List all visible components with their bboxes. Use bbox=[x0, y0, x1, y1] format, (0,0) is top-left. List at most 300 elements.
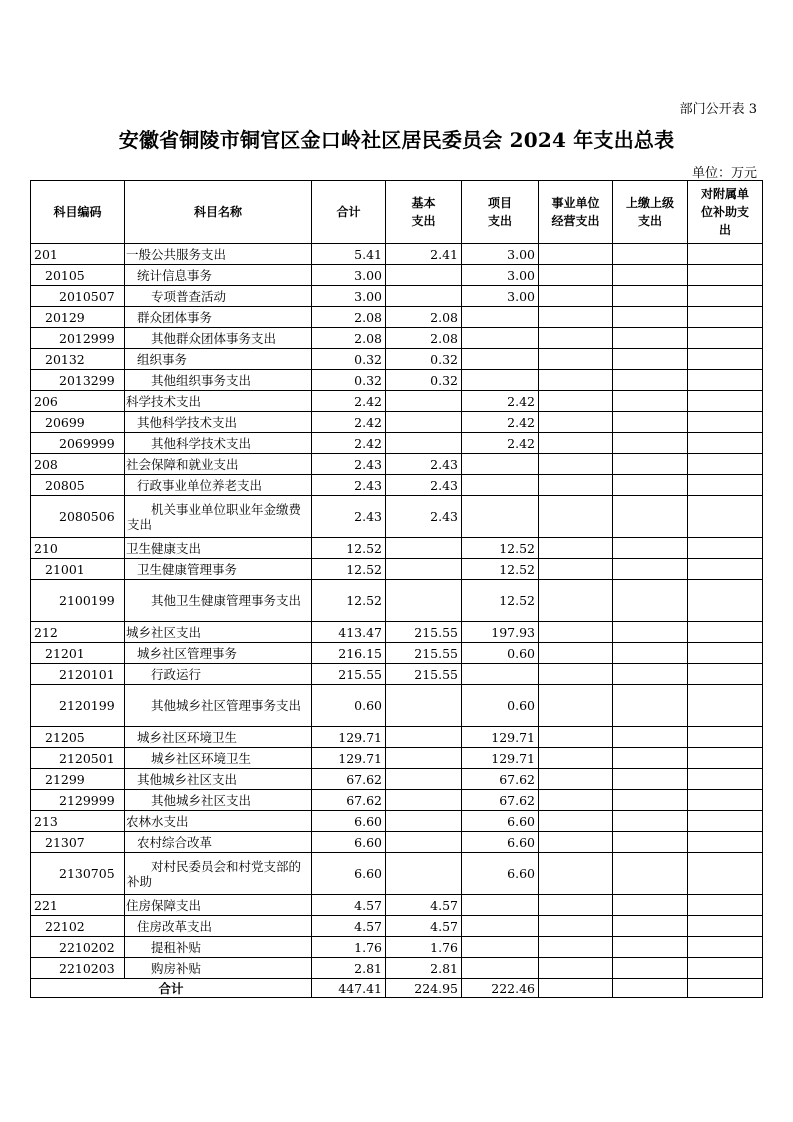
table-number: 部门公开表 3 bbox=[679, 102, 757, 117]
cell-basic bbox=[386, 748, 462, 769]
cell-project: 12.52 bbox=[462, 559, 539, 580]
table-row bbox=[31, 853, 763, 895]
table-row bbox=[31, 538, 763, 559]
total-business bbox=[539, 979, 613, 998]
cell-project bbox=[462, 937, 539, 958]
table-row bbox=[31, 328, 763, 349]
table-row bbox=[31, 370, 763, 391]
table-row bbox=[31, 307, 763, 328]
cell-upper bbox=[613, 286, 688, 307]
cell-code: 2100199 bbox=[31, 580, 125, 622]
cell-name: 城乡社区环境卫生 bbox=[125, 748, 312, 769]
cell-name: 农林水支出 bbox=[125, 811, 312, 832]
table-row bbox=[31, 391, 763, 412]
cell-subsidy bbox=[688, 643, 763, 664]
cell-code: 2120199 bbox=[31, 685, 125, 727]
cell-total: 2.42 bbox=[312, 412, 386, 433]
cell-business bbox=[539, 370, 613, 391]
document-title: 安徽省铜陵市铜官区金口岭社区居民委员会 2024 年支出总表 bbox=[118, 128, 675, 152]
cell-name: 城乡社区环境卫生 bbox=[125, 727, 312, 748]
table-row bbox=[31, 811, 763, 832]
cell-total: 6.60 bbox=[312, 832, 386, 853]
cell-name: 卫生健康支出 bbox=[125, 538, 312, 559]
table-row bbox=[31, 559, 763, 580]
cell-basic bbox=[386, 853, 462, 895]
cell-name: 其他城乡社区支出 bbox=[125, 769, 312, 790]
cell-upper bbox=[613, 853, 688, 895]
cell-name: 其他城乡社区支出 bbox=[125, 790, 312, 811]
cell-upper bbox=[613, 349, 688, 370]
total-basic: 224.95 bbox=[386, 979, 462, 998]
cell-code: 20805 bbox=[31, 475, 125, 496]
table-row bbox=[31, 349, 763, 370]
table-row bbox=[31, 958, 763, 979]
cell-code: 2012999 bbox=[31, 328, 125, 349]
cell-business bbox=[539, 937, 613, 958]
cell-basic: 0.32 bbox=[386, 349, 462, 370]
cell-basic: 1.76 bbox=[386, 937, 462, 958]
cell-subsidy bbox=[688, 685, 763, 727]
cell-code: 210 bbox=[31, 538, 125, 559]
cell-code: 20132 bbox=[31, 349, 125, 370]
cell-project: 3.00 bbox=[462, 286, 539, 307]
cell-code: 21201 bbox=[31, 643, 125, 664]
cell-total: 129.71 bbox=[312, 727, 386, 748]
cell-code: 2080506 bbox=[31, 496, 125, 538]
cell-business bbox=[539, 349, 613, 370]
cell-project bbox=[462, 370, 539, 391]
cell-code: 2013299 bbox=[31, 370, 125, 391]
cell-code: 206 bbox=[31, 391, 125, 412]
cell-basic: 2.41 bbox=[386, 244, 462, 265]
cell-code: 2130705 bbox=[31, 853, 125, 895]
cell-basic: 0.32 bbox=[386, 370, 462, 391]
cell-name: 组织事务 bbox=[125, 349, 312, 370]
table-row bbox=[31, 475, 763, 496]
cell-name: 其他城乡社区管理事务支出 bbox=[125, 685, 312, 727]
table-row bbox=[31, 643, 763, 664]
cell-code: 2120501 bbox=[31, 748, 125, 769]
cell-basic: 2.08 bbox=[386, 328, 462, 349]
cell-business bbox=[539, 769, 613, 790]
cell-project bbox=[462, 475, 539, 496]
cell-total: 4.57 bbox=[312, 895, 386, 916]
cell-business bbox=[539, 748, 613, 769]
cell-project: 2.42 bbox=[462, 412, 539, 433]
cell-business bbox=[539, 496, 613, 538]
cell-upper bbox=[613, 475, 688, 496]
table-row bbox=[31, 685, 763, 727]
cell-name: 社会保障和就业支出 bbox=[125, 454, 312, 475]
cell-total: 4.57 bbox=[312, 916, 386, 937]
cell-name: 提租补贴 bbox=[125, 937, 312, 958]
table-row bbox=[31, 496, 763, 538]
cell-total: 6.60 bbox=[312, 853, 386, 895]
cell-subsidy bbox=[688, 916, 763, 937]
cell-subsidy bbox=[688, 664, 763, 685]
table-row bbox=[31, 790, 763, 811]
cell-business bbox=[539, 685, 613, 727]
cell-upper bbox=[613, 433, 688, 454]
cell-name: 其他组织事务支出 bbox=[125, 370, 312, 391]
cell-basic bbox=[386, 265, 462, 286]
cell-code: 22102 bbox=[31, 916, 125, 937]
cell-basic bbox=[386, 727, 462, 748]
cell-code: 213 bbox=[31, 811, 125, 832]
total-upper bbox=[613, 979, 688, 998]
cell-subsidy bbox=[688, 265, 763, 286]
cell-total: 12.52 bbox=[312, 538, 386, 559]
table-row bbox=[31, 664, 763, 685]
cell-project: 0.60 bbox=[462, 685, 539, 727]
cell-business bbox=[539, 643, 613, 664]
cell-upper bbox=[613, 370, 688, 391]
cell-upper bbox=[613, 748, 688, 769]
cell-basic: 2.43 bbox=[386, 496, 462, 538]
cell-basic: 2.43 bbox=[386, 475, 462, 496]
unit-label: 单位：万元 bbox=[691, 166, 757, 181]
cell-upper bbox=[613, 937, 688, 958]
cell-project: 3.00 bbox=[462, 265, 539, 286]
cell-total: 215.55 bbox=[312, 664, 386, 685]
cell-business bbox=[539, 853, 613, 895]
cell-basic bbox=[386, 832, 462, 853]
cell-upper bbox=[613, 580, 688, 622]
cell-project bbox=[462, 916, 539, 937]
cell-business bbox=[539, 286, 613, 307]
cell-code: 2129999 bbox=[31, 790, 125, 811]
total-subsidy bbox=[688, 979, 763, 998]
table-row bbox=[31, 622, 763, 643]
cell-business bbox=[539, 790, 613, 811]
cell-basic: 215.55 bbox=[386, 643, 462, 664]
cell-total: 2.43 bbox=[312, 496, 386, 538]
cell-subsidy bbox=[688, 748, 763, 769]
cell-subsidy bbox=[688, 937, 763, 958]
cell-project bbox=[462, 349, 539, 370]
cell-total: 3.00 bbox=[312, 286, 386, 307]
cell-business bbox=[539, 307, 613, 328]
cell-total: 2.43 bbox=[312, 475, 386, 496]
table-row bbox=[31, 454, 763, 475]
cell-name: 农村综合改革 bbox=[125, 832, 312, 853]
cell-basic bbox=[386, 286, 462, 307]
cell-name: 其他科学技术支出 bbox=[125, 412, 312, 433]
table-row bbox=[31, 244, 763, 265]
cell-name: 群众团体事务 bbox=[125, 307, 312, 328]
cell-name: 行政运行 bbox=[125, 664, 312, 685]
cell-total: 2.43 bbox=[312, 454, 386, 475]
cell-project: 6.60 bbox=[462, 853, 539, 895]
cell-total: 413.47 bbox=[312, 622, 386, 643]
header-business: 事业单位 经营支出 bbox=[539, 181, 613, 244]
cell-subsidy bbox=[688, 811, 763, 832]
cell-total: 12.52 bbox=[312, 559, 386, 580]
cell-name: 科学技术支出 bbox=[125, 391, 312, 412]
cell-project bbox=[462, 328, 539, 349]
cell-project: 129.71 bbox=[462, 748, 539, 769]
cell-business bbox=[539, 412, 613, 433]
cell-project: 12.52 bbox=[462, 538, 539, 559]
cell-code: 2069999 bbox=[31, 433, 125, 454]
cell-project: 0.60 bbox=[462, 643, 539, 664]
cell-project: 129.71 bbox=[462, 727, 539, 748]
cell-name: 住房改革支出 bbox=[125, 916, 312, 937]
table-row bbox=[31, 433, 763, 454]
cell-project: 2.42 bbox=[462, 391, 539, 412]
cell-business bbox=[539, 958, 613, 979]
cell-upper bbox=[613, 538, 688, 559]
cell-subsidy bbox=[688, 244, 763, 265]
cell-subsidy bbox=[688, 475, 763, 496]
cell-upper bbox=[613, 328, 688, 349]
cell-subsidy bbox=[688, 349, 763, 370]
cell-total: 6.60 bbox=[312, 811, 386, 832]
cell-subsidy bbox=[688, 391, 763, 412]
table-row bbox=[31, 895, 763, 916]
cell-subsidy bbox=[688, 370, 763, 391]
cell-total: 2.08 bbox=[312, 307, 386, 328]
cell-subsidy bbox=[688, 433, 763, 454]
cell-business bbox=[539, 664, 613, 685]
cell-subsidy bbox=[688, 622, 763, 643]
cell-total: 129.71 bbox=[312, 748, 386, 769]
table-body bbox=[31, 244, 763, 979]
cell-upper bbox=[613, 496, 688, 538]
cell-name: 住房保障支出 bbox=[125, 895, 312, 916]
cell-upper bbox=[613, 916, 688, 937]
cell-upper bbox=[613, 790, 688, 811]
header-subsidy: 对附属单 位补助支 出 bbox=[688, 181, 763, 244]
total-total: 447.41 bbox=[312, 979, 386, 998]
cell-name: 机关事业单位职业年金缴费支出 bbox=[125, 496, 312, 538]
cell-upper bbox=[613, 412, 688, 433]
cell-subsidy bbox=[688, 328, 763, 349]
cell-business bbox=[539, 244, 613, 265]
cell-project bbox=[462, 496, 539, 538]
cell-upper bbox=[613, 244, 688, 265]
cell-code: 201 bbox=[31, 244, 125, 265]
cell-total: 1.76 bbox=[312, 937, 386, 958]
cell-basic bbox=[386, 811, 462, 832]
cell-upper bbox=[613, 265, 688, 286]
header-name: 科目名称 bbox=[125, 181, 312, 244]
cell-name: 行政事业单位养老支出 bbox=[125, 475, 312, 496]
cell-subsidy bbox=[688, 790, 763, 811]
header-basic: 基本 支出 bbox=[386, 181, 462, 244]
cell-total: 0.32 bbox=[312, 349, 386, 370]
cell-project: 6.60 bbox=[462, 832, 539, 853]
cell-business bbox=[539, 580, 613, 622]
cell-code: 21307 bbox=[31, 832, 125, 853]
cell-project: 12.52 bbox=[462, 580, 539, 622]
cell-subsidy bbox=[688, 853, 763, 895]
total-project: 222.46 bbox=[462, 979, 539, 998]
cell-project bbox=[462, 895, 539, 916]
cell-project bbox=[462, 958, 539, 979]
total-label: 合计 bbox=[31, 979, 312, 998]
header-upper: 上缴上级 支出 bbox=[613, 181, 688, 244]
cell-business bbox=[539, 454, 613, 475]
cell-business bbox=[539, 895, 613, 916]
cell-upper bbox=[613, 391, 688, 412]
cell-project: 197.93 bbox=[462, 622, 539, 643]
cell-basic bbox=[386, 685, 462, 727]
cell-basic bbox=[386, 790, 462, 811]
cell-subsidy bbox=[688, 580, 763, 622]
cell-business bbox=[539, 475, 613, 496]
cell-project bbox=[462, 307, 539, 328]
cell-subsidy bbox=[688, 769, 763, 790]
cell-basic: 215.55 bbox=[386, 622, 462, 643]
cell-basic bbox=[386, 580, 462, 622]
cell-upper bbox=[613, 832, 688, 853]
cell-basic: 2.08 bbox=[386, 307, 462, 328]
cell-subsidy bbox=[688, 412, 763, 433]
cell-name: 购房补贴 bbox=[125, 958, 312, 979]
table-row bbox=[31, 832, 763, 853]
cell-name: 其他卫生健康管理事务支出 bbox=[125, 580, 312, 622]
cell-project bbox=[462, 454, 539, 475]
table-row bbox=[31, 412, 763, 433]
cell-code: 212 bbox=[31, 622, 125, 643]
cell-basic bbox=[386, 559, 462, 580]
cell-project: 3.00 bbox=[462, 244, 539, 265]
cell-basic bbox=[386, 433, 462, 454]
cell-code: 21001 bbox=[31, 559, 125, 580]
cell-project: 2.42 bbox=[462, 433, 539, 454]
cell-upper bbox=[613, 895, 688, 916]
cell-basic: 2.81 bbox=[386, 958, 462, 979]
cell-subsidy bbox=[688, 832, 763, 853]
cell-name: 统计信息事务 bbox=[125, 265, 312, 286]
cell-code: 208 bbox=[31, 454, 125, 475]
cell-upper bbox=[613, 958, 688, 979]
cell-total: 12.52 bbox=[312, 580, 386, 622]
table-row bbox=[31, 265, 763, 286]
cell-business bbox=[539, 727, 613, 748]
table-row bbox=[31, 286, 763, 307]
cell-code: 20129 bbox=[31, 307, 125, 328]
cell-subsidy bbox=[688, 559, 763, 580]
header-row bbox=[31, 181, 763, 244]
cell-total: 2.42 bbox=[312, 391, 386, 412]
cell-total: 2.08 bbox=[312, 328, 386, 349]
cell-upper bbox=[613, 685, 688, 727]
table-row bbox=[31, 727, 763, 748]
cell-basic bbox=[386, 538, 462, 559]
cell-name: 城乡社区支出 bbox=[125, 622, 312, 643]
cell-total: 0.32 bbox=[312, 370, 386, 391]
cell-project bbox=[462, 664, 539, 685]
cell-code: 2010507 bbox=[31, 286, 125, 307]
cell-basic bbox=[386, 412, 462, 433]
cell-code: 221 bbox=[31, 895, 125, 916]
cell-basic: 2.43 bbox=[386, 454, 462, 475]
cell-upper bbox=[613, 454, 688, 475]
cell-upper bbox=[613, 664, 688, 685]
cell-name: 对村民委员会和村党支部的补助 bbox=[125, 853, 312, 895]
cell-total: 67.62 bbox=[312, 769, 386, 790]
table-row bbox=[31, 769, 763, 790]
cell-basic: 4.57 bbox=[386, 895, 462, 916]
header-total: 合计 bbox=[312, 181, 386, 244]
cell-subsidy bbox=[688, 538, 763, 559]
cell-subsidy bbox=[688, 895, 763, 916]
cell-project: 6.60 bbox=[462, 811, 539, 832]
cell-code: 20699 bbox=[31, 412, 125, 433]
cell-code: 2210202 bbox=[31, 937, 125, 958]
cell-business bbox=[539, 265, 613, 286]
cell-subsidy bbox=[688, 454, 763, 475]
cell-code: 2210203 bbox=[31, 958, 125, 979]
cell-basic: 215.55 bbox=[386, 664, 462, 685]
cell-subsidy bbox=[688, 958, 763, 979]
cell-name: 卫生健康管理事务 bbox=[125, 559, 312, 580]
cell-business bbox=[539, 832, 613, 853]
table-row bbox=[31, 937, 763, 958]
cell-code: 20105 bbox=[31, 265, 125, 286]
table-row bbox=[31, 580, 763, 622]
cell-upper bbox=[613, 643, 688, 664]
cell-business bbox=[539, 433, 613, 454]
cell-business bbox=[539, 811, 613, 832]
cell-upper bbox=[613, 622, 688, 643]
cell-upper bbox=[613, 811, 688, 832]
cell-total: 3.00 bbox=[312, 265, 386, 286]
cell-business bbox=[539, 328, 613, 349]
cell-subsidy bbox=[688, 286, 763, 307]
cell-upper bbox=[613, 769, 688, 790]
cell-subsidy bbox=[688, 496, 763, 538]
cell-total: 2.81 bbox=[312, 958, 386, 979]
cell-project: 67.62 bbox=[462, 769, 539, 790]
cell-total: 0.60 bbox=[312, 685, 386, 727]
cell-upper bbox=[613, 559, 688, 580]
cell-code: 21299 bbox=[31, 769, 125, 790]
total-row bbox=[31, 979, 763, 998]
cell-business bbox=[539, 916, 613, 937]
cell-code: 21205 bbox=[31, 727, 125, 748]
expenditure-table bbox=[30, 180, 763, 998]
cell-subsidy bbox=[688, 727, 763, 748]
cell-total: 2.42 bbox=[312, 433, 386, 454]
cell-name: 其他群众团体事务支出 bbox=[125, 328, 312, 349]
cell-total: 216.15 bbox=[312, 643, 386, 664]
cell-total: 5.41 bbox=[312, 244, 386, 265]
header-project: 项目 支出 bbox=[462, 181, 539, 244]
cell-basic bbox=[386, 769, 462, 790]
header-code: 科目编码 bbox=[31, 181, 125, 244]
cell-business bbox=[539, 391, 613, 412]
cell-basic bbox=[386, 391, 462, 412]
cell-name: 一般公共服务支出 bbox=[125, 244, 312, 265]
cell-total: 67.62 bbox=[312, 790, 386, 811]
cell-business bbox=[539, 559, 613, 580]
cell-project: 67.62 bbox=[462, 790, 539, 811]
cell-subsidy bbox=[688, 307, 763, 328]
cell-name: 其他科学技术支出 bbox=[125, 433, 312, 454]
cell-code: 2120101 bbox=[31, 664, 125, 685]
cell-name: 专项普查活动 bbox=[125, 286, 312, 307]
table-row bbox=[31, 748, 763, 769]
table-row bbox=[31, 916, 763, 937]
cell-basic: 4.57 bbox=[386, 916, 462, 937]
cell-business bbox=[539, 538, 613, 559]
cell-business bbox=[539, 622, 613, 643]
cell-upper bbox=[613, 727, 688, 748]
cell-upper bbox=[613, 307, 688, 328]
